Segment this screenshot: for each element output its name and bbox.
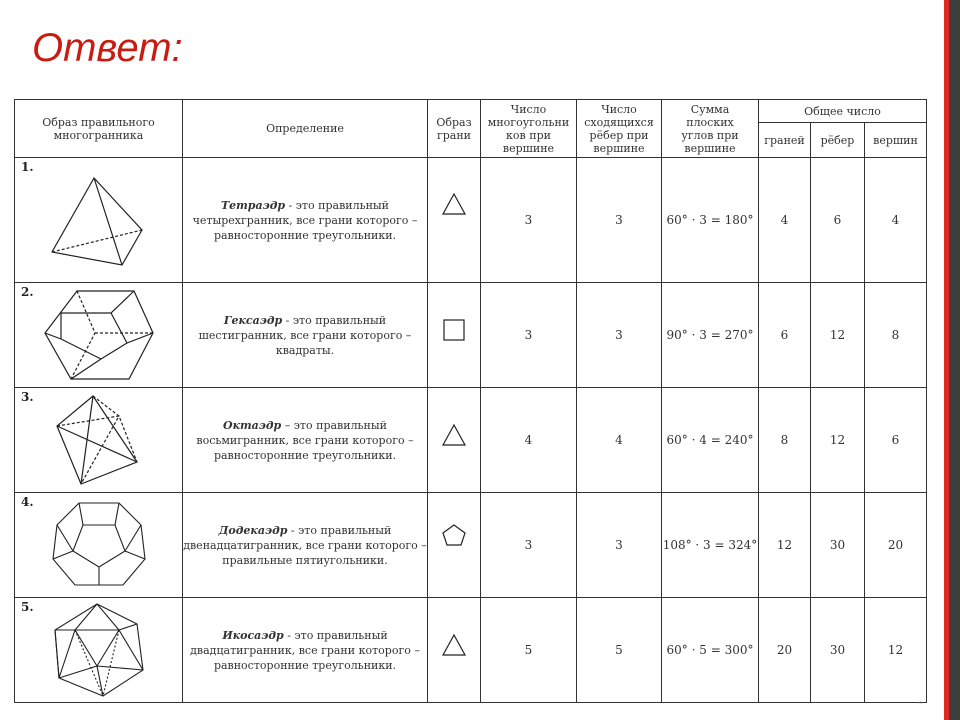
- polygons-at-vertex-cell: 3: [481, 158, 577, 283]
- vertices-count-cell: 4: [865, 158, 927, 283]
- row-number: 1.: [21, 160, 34, 174]
- definition-cell: [183, 598, 428, 703]
- faces-count-cell: 20: [759, 598, 811, 703]
- angle-sum-cell: 60° · 4 = 240°: [662, 388, 759, 493]
- edges-at-vertex-cell: 3: [577, 283, 662, 388]
- angle-sum-cell: 108° · 3 = 324°: [662, 493, 759, 598]
- header-total: Общее число: [759, 100, 927, 123]
- octahedron-icon: [15, 390, 182, 490]
- slide-title: Ответ:: [32, 26, 183, 70]
- definition-text: - это правильный шестигранник, все грани которого – квадраты.: [198, 313, 412, 357]
- edges-count-cell: 6: [811, 158, 865, 283]
- header-image: Образ правильного многогранника: [15, 100, 183, 158]
- polygons-at-vertex-cell: 3: [481, 493, 577, 598]
- table-row: [15, 598, 927, 703]
- polyhedron-name: Тетраэдр: [220, 198, 286, 212]
- definition-cell: [183, 283, 428, 388]
- header-face-image: Образ грани: [428, 100, 481, 158]
- polyhedron-name: Гексаэдр: [223, 313, 283, 327]
- definition-text: - это правильный двадцатигранник, все грани которого – равносторонние треугольники.: [190, 628, 420, 672]
- vertices-count-cell: 12: [865, 598, 927, 703]
- table-row: [15, 493, 927, 598]
- row-number: 5.: [21, 600, 34, 614]
- accent-bar-gray: [949, 0, 960, 720]
- vertices-count-cell: 6: [865, 388, 927, 493]
- header-edges: рёбер: [811, 123, 865, 158]
- square-icon: [428, 318, 480, 342]
- definition-cell: [183, 158, 428, 283]
- polygons-at-vertex-cell: 5: [481, 598, 577, 703]
- faces-count-cell: 12: [759, 493, 811, 598]
- header-faces: граней: [759, 123, 811, 158]
- faces-count-cell: 8: [759, 388, 811, 493]
- vertices-count-cell: 20: [865, 493, 927, 598]
- row-number: 3.: [21, 390, 34, 404]
- polyhedra-table: [14, 99, 927, 703]
- header-vertices: вершин: [865, 123, 927, 158]
- polyhedron-name: Додекаэдр: [218, 523, 288, 537]
- definition-cell: [183, 493, 428, 598]
- definition-text: - это правильный двенадцатигранник, все грани которого – правильные пятиугольники.: [183, 523, 427, 567]
- header-edges-at-vertex: Число сходящихся рёбер при вершине: [577, 100, 662, 158]
- angle-sum-cell: 60° · 3 = 180°: [662, 158, 759, 283]
- edges-count-cell: 30: [811, 493, 865, 598]
- row-number: 2.: [21, 285, 34, 299]
- header-angle-sum: Сумма плоских углов при вершине: [662, 100, 759, 158]
- edges-at-vertex-cell: 3: [577, 158, 662, 283]
- edges-at-vertex-cell: 3: [577, 493, 662, 598]
- face-image-cell: [428, 388, 481, 493]
- faces-count-cell: 6: [759, 283, 811, 388]
- edges-count-cell: 30: [811, 598, 865, 703]
- polyhedron-image-cell: [15, 158, 183, 283]
- header-definition: Определение: [183, 100, 428, 158]
- row-number: 4.: [21, 495, 34, 509]
- polyhedron-image-cell: [15, 598, 183, 703]
- face-image-cell: [428, 493, 481, 598]
- hexahedron-icon: [15, 287, 182, 383]
- definition-cell: [183, 388, 428, 493]
- triangle-icon: [428, 192, 480, 216]
- edges-count-cell: 12: [811, 388, 865, 493]
- edges-at-vertex-cell: 5: [577, 598, 662, 703]
- table-row: [15, 283, 927, 388]
- polygons-at-vertex-cell: 4: [481, 388, 577, 493]
- tetrahedron-icon: [15, 170, 182, 270]
- table-row: [15, 388, 927, 493]
- definition-text: – это правильный восьмигранник, все грани которого – равносторонние треугольники.: [196, 418, 414, 462]
- definition-text: - это правильный четырехгранник, все грани которого – равносторонние треугольники.: [192, 198, 418, 242]
- header-polygons-at-vertex: Число многоугольни ков при вершине: [481, 100, 577, 158]
- face-image-cell: [428, 158, 481, 283]
- triangle-icon: [428, 633, 480, 657]
- angle-sum-cell: 60° · 5 = 300°: [662, 598, 759, 703]
- polyhedron-image-cell: [15, 493, 183, 598]
- triangle-icon: [428, 423, 480, 447]
- face-image-cell: [428, 283, 481, 388]
- table-row: [15, 158, 927, 283]
- polyhedron-image-cell: [15, 388, 183, 493]
- polygons-at-vertex-cell: 3: [481, 283, 577, 388]
- pentagon-icon: [428, 523, 480, 547]
- angle-sum-cell: 90° · 3 = 270°: [662, 283, 759, 388]
- slide-number-mark: ▫: [919, 698, 923, 709]
- icosahedron-icon: [15, 600, 182, 700]
- polyhedron-name: Октаэдр: [223, 418, 282, 432]
- edges-count-cell: 12: [811, 283, 865, 388]
- faces-count-cell: 4: [759, 158, 811, 283]
- face-image-cell: [428, 598, 481, 703]
- vertices-count-cell: 8: [865, 283, 927, 388]
- polyhedron-image-cell: [15, 283, 183, 388]
- polyhedron-name: Икосаэдр: [222, 628, 284, 642]
- edges-at-vertex-cell: 4: [577, 388, 662, 493]
- dodecahedron-icon: [15, 497, 182, 593]
